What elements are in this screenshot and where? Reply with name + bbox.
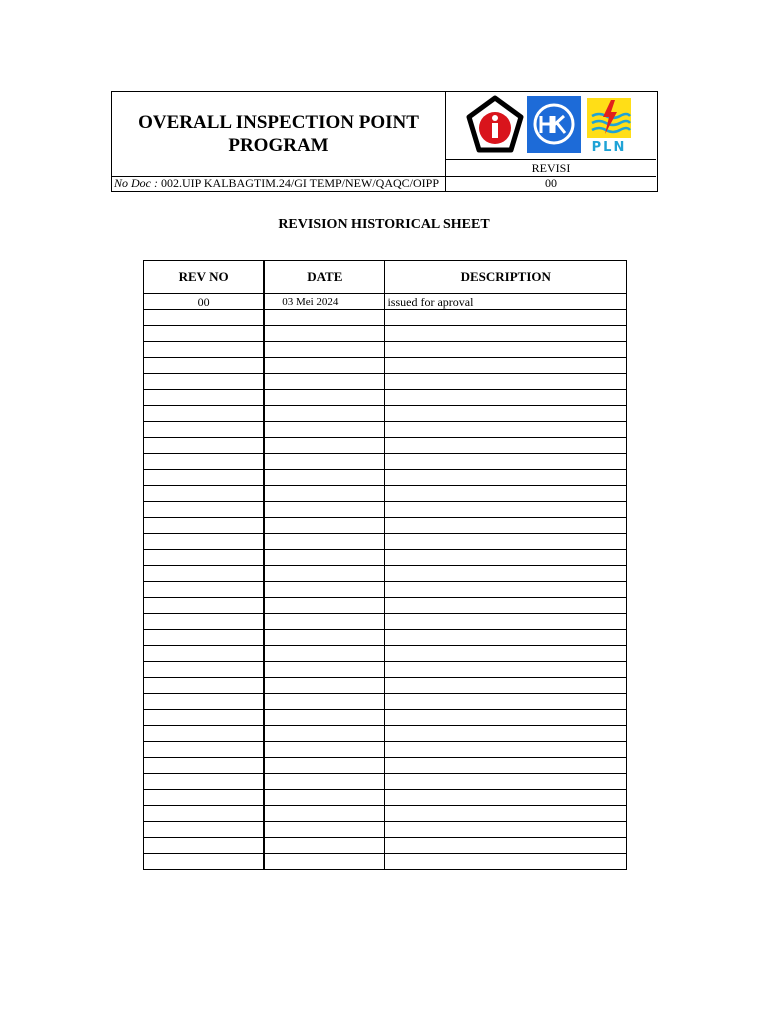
no-doc-label: No Doc : <box>114 176 158 190</box>
cell-rev-no <box>144 518 265 534</box>
cell-description <box>385 502 627 518</box>
cell-description <box>385 422 627 438</box>
cell-description <box>385 342 627 358</box>
cell-date <box>264 806 385 822</box>
cell-description <box>385 486 627 502</box>
cell-rev-no <box>144 662 265 678</box>
cell-date <box>264 726 385 742</box>
table-row <box>144 358 627 374</box>
cell-date <box>264 774 385 790</box>
cell-rev-no <box>144 678 265 694</box>
cell-date <box>264 518 385 534</box>
table-row <box>144 678 627 694</box>
cell-date <box>264 630 385 646</box>
cell-date: 03 Mei 2024 <box>264 294 385 310</box>
cell-description <box>385 678 627 694</box>
cell-date <box>264 742 385 758</box>
cell-description <box>385 774 627 790</box>
cell-rev-no <box>144 566 265 582</box>
cell-rev-no <box>144 646 265 662</box>
cell-description <box>385 758 627 774</box>
cell-rev-no <box>144 854 265 870</box>
cell-description <box>385 310 627 326</box>
table-row <box>144 806 627 822</box>
revisi-label: REVISI <box>531 161 571 175</box>
revision-table <box>143 260 627 870</box>
cell-rev-no <box>144 326 265 342</box>
cell-rev-no <box>144 406 265 422</box>
table-row <box>144 726 627 742</box>
cell-rev-no <box>144 422 265 438</box>
column-header-date: DATE <box>264 261 385 294</box>
cell-description <box>385 742 627 758</box>
table-row <box>144 534 627 550</box>
cell-description <box>385 694 627 710</box>
cell-rev-no <box>144 822 265 838</box>
table-row <box>144 822 627 838</box>
cell-date <box>264 550 385 566</box>
cell-date <box>264 838 385 854</box>
table-row <box>144 582 627 598</box>
cell-description <box>385 854 627 870</box>
cell-date <box>264 422 385 438</box>
sheet-title: REVISION HISTORICAL SHEET <box>278 217 490 232</box>
document-number-cell <box>112 177 446 191</box>
table-row <box>144 758 627 774</box>
table-row <box>144 470 627 486</box>
table-row <box>144 294 627 310</box>
table-row <box>144 390 627 406</box>
cell-date <box>264 662 385 678</box>
cell-date <box>264 310 385 326</box>
cell-description <box>385 710 627 726</box>
hk-logo-icon <box>527 96 581 153</box>
cell-description <box>385 326 627 342</box>
cell-rev-no <box>144 454 265 470</box>
table-row <box>144 422 627 438</box>
table-row <box>144 838 627 854</box>
table-row <box>144 646 627 662</box>
cell-date <box>264 566 385 582</box>
cell-rev-no <box>144 726 265 742</box>
cell-rev-no <box>144 438 265 454</box>
cell-rev-no <box>144 502 265 518</box>
cell-description <box>385 838 627 854</box>
cell-description <box>385 582 627 598</box>
table-row <box>144 662 627 678</box>
cell-description <box>385 806 627 822</box>
table-row <box>144 614 627 630</box>
cell-date <box>264 710 385 726</box>
cell-description <box>385 598 627 614</box>
cell-rev-no <box>144 358 265 374</box>
cell-date <box>264 390 385 406</box>
cell-date <box>264 694 385 710</box>
table-row <box>144 566 627 582</box>
cell-description <box>385 390 627 406</box>
table-row <box>144 790 627 806</box>
pln-lightning-icon <box>584 96 634 140</box>
cell-description <box>385 646 627 662</box>
cell-description <box>385 470 627 486</box>
cell-date <box>264 470 385 486</box>
cell-rev-no <box>144 774 265 790</box>
cell-date <box>264 406 385 422</box>
table-row <box>144 518 627 534</box>
table-row <box>144 342 627 358</box>
cell-date <box>264 646 385 662</box>
table-row <box>144 438 627 454</box>
cell-rev-no <box>144 694 265 710</box>
cell-date <box>264 822 385 838</box>
table-body <box>144 294 627 870</box>
cell-date <box>264 342 385 358</box>
cell-rev-no <box>144 534 265 550</box>
table-row <box>144 374 627 390</box>
cell-date <box>264 790 385 806</box>
table-row <box>144 710 627 726</box>
cell-description <box>385 454 627 470</box>
cell-description <box>385 822 627 838</box>
cell-description <box>385 790 627 806</box>
cell-description <box>385 374 627 390</box>
cell-rev-no <box>144 342 265 358</box>
cell-rev-no <box>144 790 265 806</box>
cell-rev-no <box>144 598 265 614</box>
table-row <box>144 454 627 470</box>
column-header-description: DESCRIPTION <box>385 261 627 294</box>
table-row <box>144 310 627 326</box>
table-row <box>144 486 627 502</box>
document-number-row <box>112 176 656 190</box>
table-row <box>144 502 627 518</box>
cell-rev-no <box>144 374 265 390</box>
table-row <box>144 774 627 790</box>
cell-description <box>385 726 627 742</box>
pln-text: PLN <box>591 140 627 155</box>
cell-date <box>264 502 385 518</box>
table-row <box>144 326 627 342</box>
pln-logo <box>584 96 634 156</box>
cell-rev-no <box>144 310 265 326</box>
cell-rev-no <box>144 470 265 486</box>
cell-date <box>264 326 385 342</box>
cell-rev-no <box>144 550 265 566</box>
cell-description <box>385 630 627 646</box>
revision-value: 00 <box>545 176 557 190</box>
cell-date <box>264 358 385 374</box>
cell-date <box>264 614 385 630</box>
table-row <box>144 406 627 422</box>
cell-date <box>264 582 385 598</box>
cell-date <box>264 486 385 502</box>
cell-date <box>264 598 385 614</box>
cell-date <box>264 854 385 870</box>
table-row <box>144 854 627 870</box>
cell-description <box>385 358 627 374</box>
cell-rev-no <box>144 630 265 646</box>
cell-rev-no <box>144 582 265 598</box>
cell-date <box>264 374 385 390</box>
cell-description: issued for aproval <box>385 294 627 310</box>
cell-rev-no <box>144 710 265 726</box>
cell-rev-no <box>144 838 265 854</box>
table-row <box>144 742 627 758</box>
cell-rev-no <box>144 758 265 774</box>
cell-rev-no <box>144 486 265 502</box>
document-title: OVERALL INSPECTION POINT PROGRAM <box>138 112 419 156</box>
cell-description <box>385 550 627 566</box>
table-header-row <box>144 261 627 294</box>
cell-description <box>385 614 627 630</box>
cell-description <box>385 438 627 454</box>
cell-date <box>264 758 385 774</box>
cell-date <box>264 438 385 454</box>
logo-strip <box>446 92 656 160</box>
table-row <box>144 694 627 710</box>
cell-date <box>264 534 385 550</box>
cell-date <box>264 678 385 694</box>
column-header-rev-no: REV NO <box>144 261 265 294</box>
title-cell <box>112 92 446 176</box>
cell-date <box>264 454 385 470</box>
cell-rev-no <box>144 614 265 630</box>
cell-description <box>385 566 627 582</box>
cell-description <box>385 662 627 678</box>
info-pentagon-icon <box>465 95 525 155</box>
cell-description <box>385 534 627 550</box>
cell-rev-no: 00 <box>144 294 265 310</box>
cell-rev-no <box>144 742 265 758</box>
table-row <box>144 598 627 614</box>
document-header <box>111 91 658 192</box>
table-row <box>144 630 627 646</box>
cell-rev-no <box>144 806 265 822</box>
cell-description <box>385 518 627 534</box>
cell-description <box>385 406 627 422</box>
table-row <box>144 550 627 566</box>
cell-rev-no <box>144 390 265 406</box>
no-doc-value: 002.UIP KALBAGTIM.24/GI TEMP/NEW/QAQC/OIPP <box>161 176 440 190</box>
